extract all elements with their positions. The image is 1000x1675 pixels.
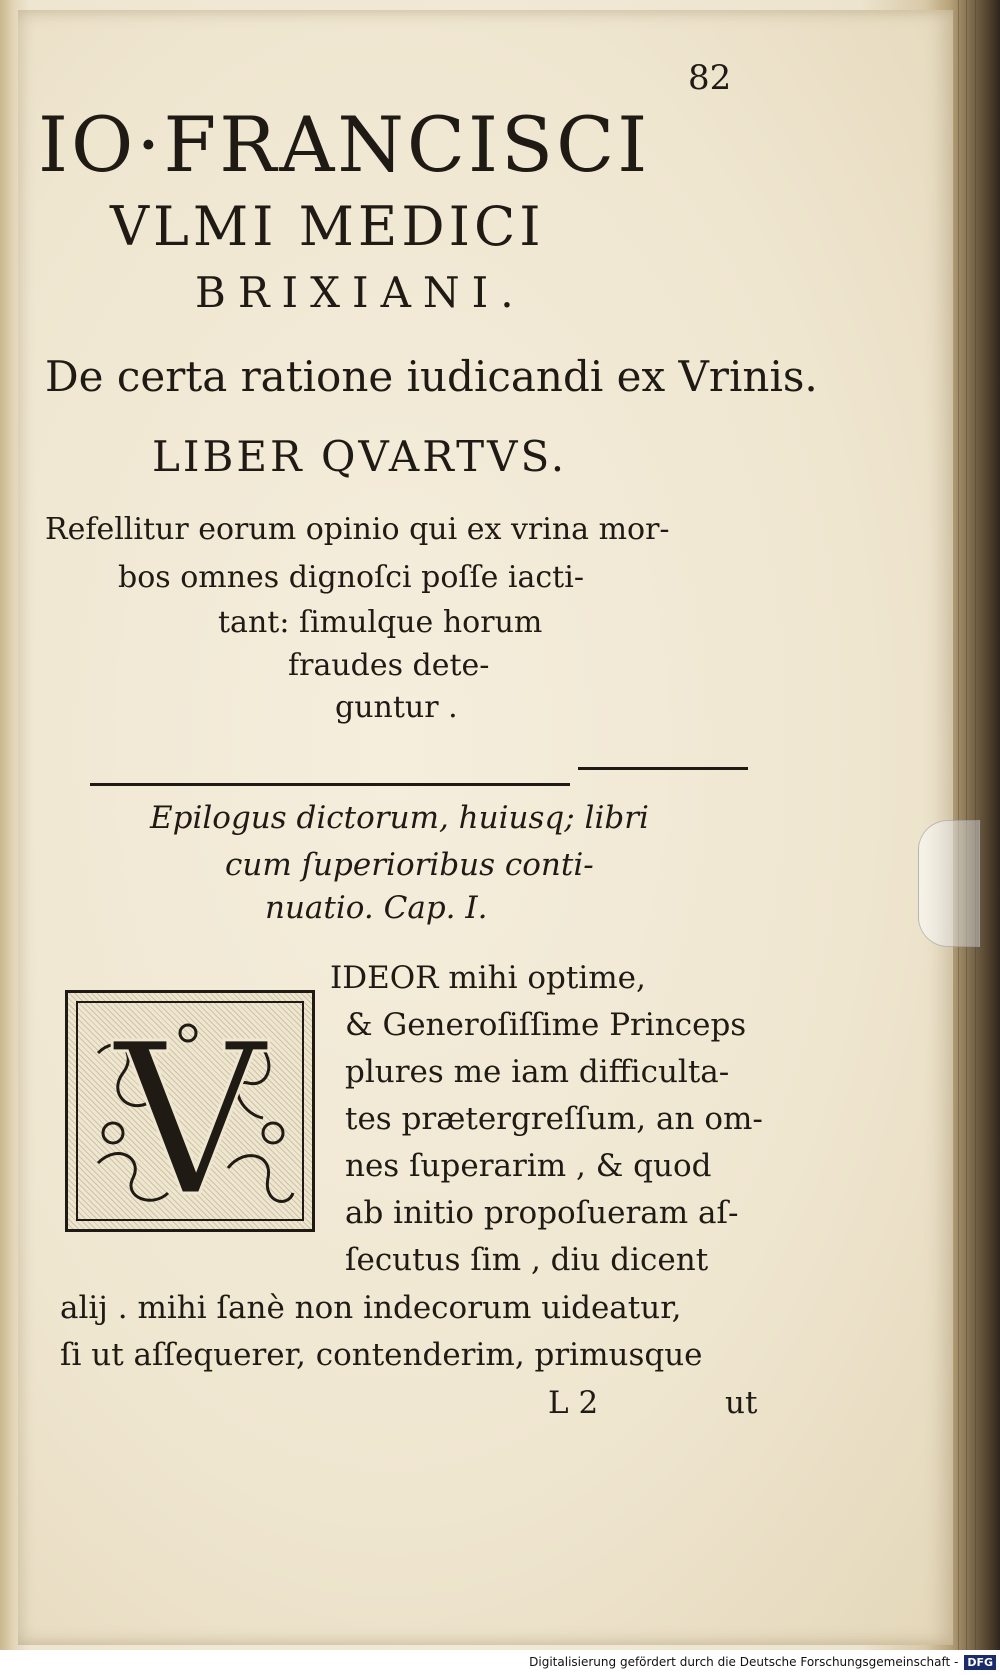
body-line: tes prætergreſſum, an om- (345, 1101, 763, 1137)
body-line: ſi ut aſſequerer, contenderim, primusque (60, 1337, 703, 1373)
argument-line: fraudes dete- (288, 648, 490, 683)
body-line: ſecutus ſim , diu dicent (345, 1242, 709, 1278)
body-line: alij . mihi ſanè non indecorum uideatur, (60, 1290, 682, 1326)
body-line: IDEOR mihi optime, (330, 960, 646, 996)
body-line: plures me iam difficulta- (345, 1054, 730, 1090)
foliage-ornament-icon (68, 993, 312, 1229)
body-line: ab initio propoſueram aſ- (345, 1195, 739, 1231)
footer-credit: Digitalisierung gefördert durch die Deutsche Forschungsgemeinschaft - (529, 1655, 959, 1669)
chapter-heading-line: Epilogus dictorum, huiusq; libri (150, 800, 649, 836)
title-line-2: VLMI MEDICI (110, 195, 545, 258)
section-rule (578, 767, 748, 770)
signature-mark: L 2 (548, 1385, 599, 1421)
argument-line: guntur . (335, 690, 458, 725)
title-line-3: BRIXIANI. (195, 268, 526, 317)
digitization-footer (0, 1650, 1000, 1675)
title-line-1: IO·FRANCISCI (38, 100, 651, 189)
chapter-heading-line: cum ſuperioribus conti- (225, 847, 594, 883)
argument-line: bos omnes dignoſci poſſe iacti- (118, 560, 584, 595)
work-title: De certa ratione iudicandi ex Vrinis. (45, 352, 818, 401)
section-rule (90, 783, 570, 786)
dfg-logo-icon: DFG (964, 1655, 996, 1670)
body-line: & Generoſiſſime Princeps (345, 1007, 747, 1043)
argument-line: tant: ſimulque horum (218, 605, 543, 640)
catchword: ut (725, 1385, 758, 1421)
initial-letter: V (114, 998, 266, 1229)
decorated-initial (65, 990, 315, 1232)
body-line: nes ſuperarim , & quod (345, 1148, 712, 1184)
folio-number: 82 (688, 58, 732, 98)
page-clip-tab (918, 820, 980, 947)
book-number: LIBER QVARTVS. (152, 432, 568, 481)
chapter-heading-line: nuatio. Cap. I. (265, 890, 488, 926)
argument-line: Refellitur eorum opinio qui ex vrina mor- (45, 512, 670, 547)
